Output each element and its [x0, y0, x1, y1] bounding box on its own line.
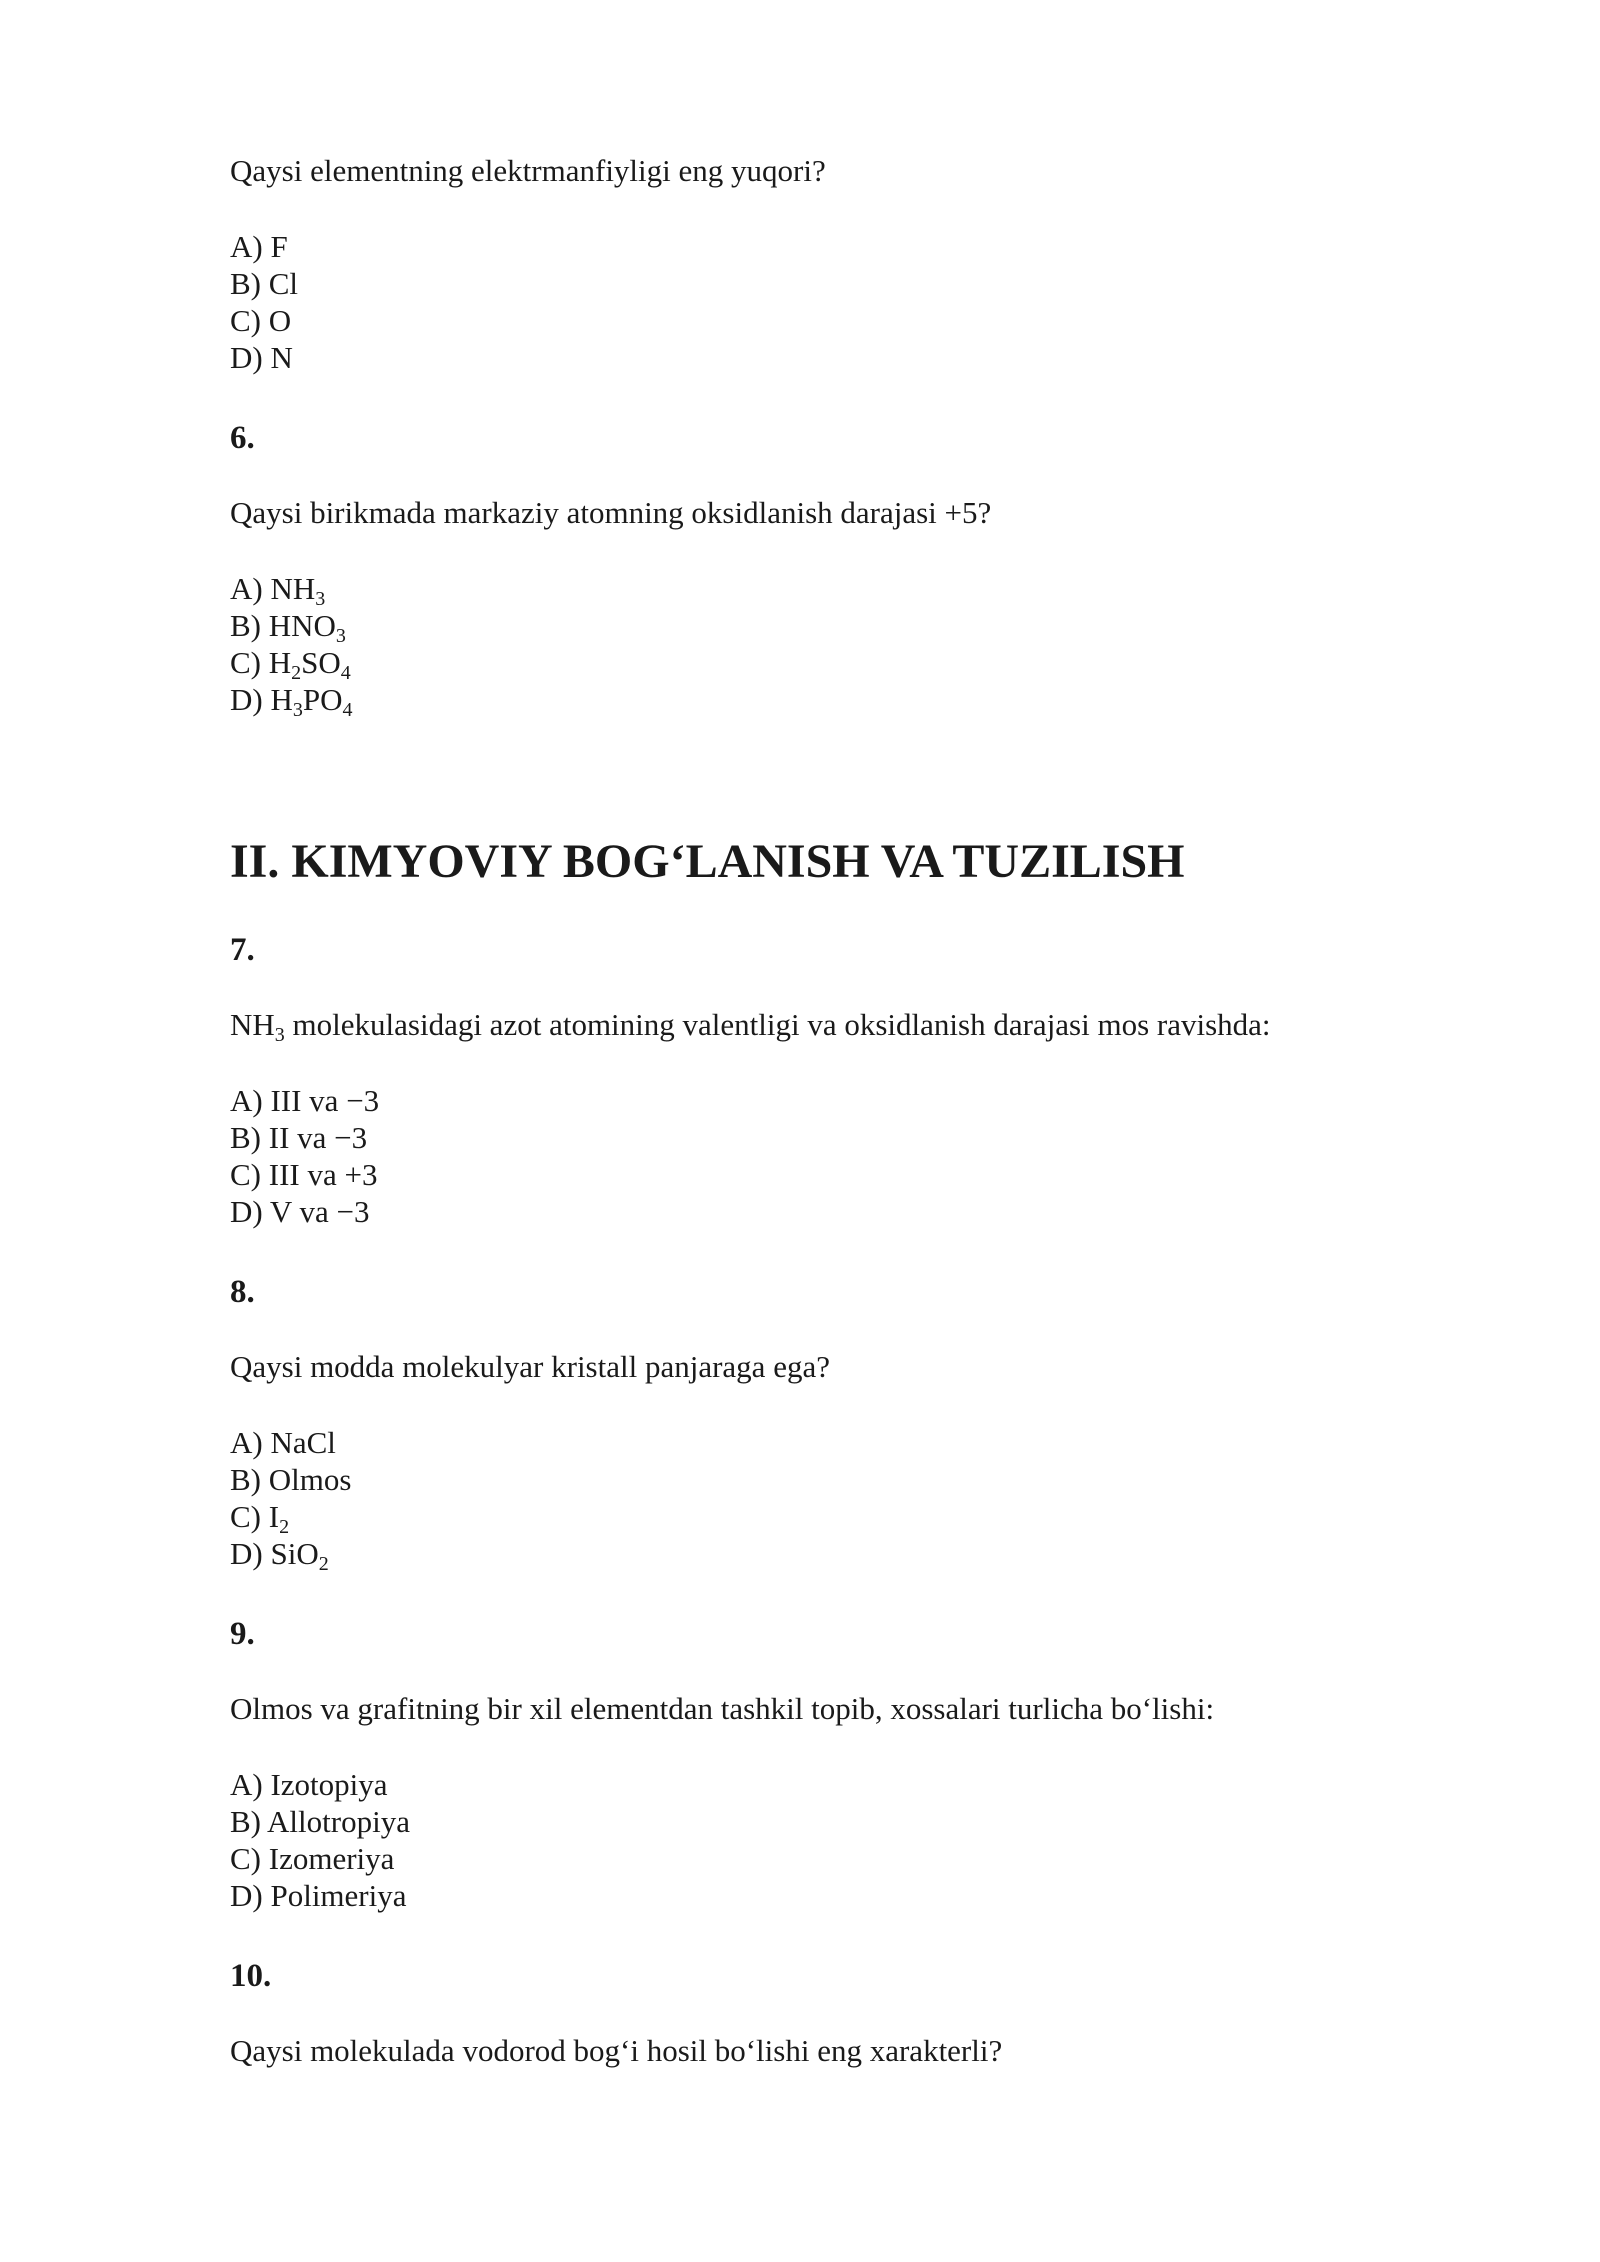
section-heading: II. KIMYOVIY BOG‘LANISH VA TUZILISH	[230, 835, 1185, 888]
question-7-text: $NH_3$ molekulasidagi azot atomining valentligi va oksidlanish darajasi mos ravishda:	[230, 1007, 1271, 1046]
question-7-number: 7.	[230, 932, 255, 968]
question-10-number: 10.	[230, 1958, 272, 1994]
q5-option-a: A) F	[230, 229, 288, 264]
question-9-text: Olmos va grafitning bir xil elementdan tashkil topib, xossalari turlicha bo‘lishi:	[230, 1691, 1215, 1726]
question-5-text: Qaysi elementning elektrmanfiyligi eng yuqori?	[230, 153, 826, 188]
q6-option-d: D) $H_3PO_4$	[230, 682, 353, 721]
q5-option-d: D) N	[230, 340, 293, 375]
question-9-number: 9.	[230, 1616, 255, 1652]
q9-option-d: D) Polimeriya	[230, 1878, 407, 1913]
q5-option-b: B) Cl	[230, 266, 299, 301]
question-8-text: Qaysi modda molekulyar kristall panjaraga ega?	[230, 1349, 830, 1384]
q7-option-c: C) III va +3	[230, 1157, 378, 1192]
q9-option-c: C) Izomeriya	[230, 1841, 395, 1876]
q7-option-d: D) V va −3	[230, 1194, 370, 1229]
q9-option-b: B) Allotropiya	[230, 1804, 410, 1839]
q7-option-a: A) III va −3	[230, 1083, 380, 1118]
question-6-number: 6.	[230, 420, 255, 456]
q9-option-a: A) Izotopiya	[230, 1767, 388, 1802]
q6-option-c: C) $H_2SO_4$	[230, 645, 351, 684]
question-6-text: Qaysi birikmada markaziy atomning oksidlanish darajasi +5?	[230, 495, 992, 530]
q6-option-a: A) $NH_3$	[230, 571, 326, 610]
q6-option-b: B) $HNO_3$	[230, 608, 346, 647]
q8-option-c: C) $I_2$	[230, 1499, 290, 1538]
q8-option-a: A) NaCl	[230, 1425, 336, 1460]
q7-option-b: B) II va −3	[230, 1120, 368, 1155]
q8-option-b: B) Olmos	[230, 1462, 352, 1497]
q5-option-c: C) O	[230, 303, 292, 338]
question-8-number: 8.	[230, 1274, 255, 1310]
question-10-text: Qaysi molekulada vodorod bog‘i hosil bo‘lishi eng xarakterli?	[230, 2033, 1003, 2068]
q8-option-d: D) SiO$_2$	[230, 1536, 329, 1575]
